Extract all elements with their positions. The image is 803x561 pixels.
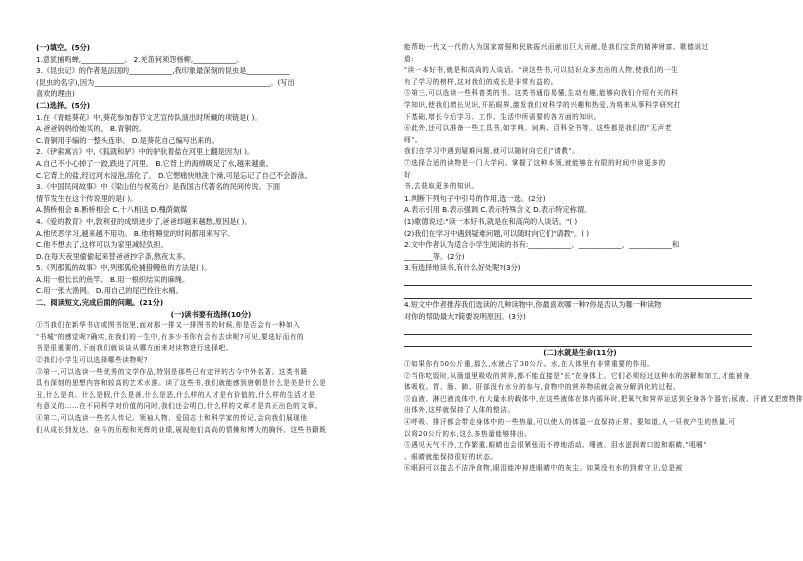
text-line: 下基础,增长今后学习、工作、生活中所需要的各方面的知识。 [404, 112, 601, 121]
text-line: "读一本好书,就是和高尚的人谈话。"读这些书,可以结识众多杰出的人物,使我们的一生 [404, 66, 679, 75]
text-line: 出体外,这样就保持了人体的整洁。 [404, 406, 515, 415]
answer-line [404, 274, 752, 287]
text-line: (二)水就是生命(11分) [543, 348, 617, 358]
right-column [404, 42, 803, 475]
text-line: ⑥此外,还可以准备一些工具书,如字典、词典、百科全书等。这些都是我们的"无声老 [404, 124, 672, 133]
text-line: A.爸爸妈妈给她买的。 B.青铜的。 [36, 124, 147, 134]
text-line: C.用一张大渔网。 D.用自己的尾巴拴住水桶。 [36, 286, 183, 296]
text-line: A.表示引用 B.表示强调 C.表示特殊含义 D.表示特定称谓。 [404, 205, 592, 215]
text-line: ⑤遇见天气不冷,工作繁重,眼睛也会很紧张而不停地活动。唾液、泪水滋润着口腔和眼睛,"咀嚼" [404, 441, 708, 450]
text-line: 丑,什么是真、什么是假,什么是善,什么是恶,什么样的人才是有价值的,什么样的生活才是 [36, 390, 316, 399]
text-line: 4.短文中作者推荐我们选读的几种读物中,你最喜欢哪一种?你是否认为哪一种读物 [404, 300, 662, 310]
text-line: 能帮助一代又一代的人为国家富强和民族振兴而献出巨大贡献,是我们宝贵的精神财富。歌德说过 [404, 43, 709, 51]
text-line: A.他厌恶学习,越来越不用功。 B.他将睡觉的时间都用来写字。 [36, 228, 235, 238]
text-line: ②我们小学生可以选择哪些读物呢? [36, 356, 149, 365]
text-line: 喜欢的理由) [36, 89, 75, 99]
text-line: 3.《中国民间故事》中《梁山伯与祝英台》是我国古代著名的民间传说。下面 [36, 182, 281, 192]
text-line: 3.有选择地读书,有什么好处呢?(3分) [404, 263, 521, 273]
text-line: 以将20公斤的水,这么多热量能够排出。 [404, 429, 532, 438]
text-line: A.自己不小心掉了一跤,跌进了河里。 B.它背上的海绵吸足了水,越来越重。 [36, 158, 273, 168]
text-line: 、眼睛就能保持很好的状态。 [404, 452, 498, 461]
text-line: 书是很重要的,下面我们就谈谈从哪方面来对读物进行选择吧。 [36, 344, 233, 353]
text-line: (二)选择。(5分) [36, 100, 91, 110]
answer-line [404, 335, 752, 348]
text-line: 师"。 [404, 135, 423, 144]
text-line: ③第一,可以选读一些优秀的文学作品,特别是那些已有定评的古今中外名著。这类书籍 [36, 367, 308, 376]
answer-line [404, 286, 752, 299]
text-line: 具有深刻的思想内容和较高的艺术水准。读了这些书,我们就能感到唐朝是什么是美是什么是 [36, 379, 327, 388]
text-line: A.用一根长长的鱼竿。 B.用一根织结实的麻绳。 [36, 274, 190, 284]
text-line: 道: [404, 54, 415, 63]
text-line: 1.意犹捕鸣蝉,____________。 2.羌笛何须怨杨柳,____________。 [36, 54, 244, 64]
text-line: (昆虫的名字),因为_________________________________________________。(写出 [36, 77, 295, 87]
text-line: ④第二,可以选读一些名人传记。领袖人物、爱国志士和科学家的传记,会向我们展现他 [36, 414, 308, 422]
text-line: C.它背上的盐,经过河水浸泡,溶化了。 D.它想痛快地洗个澡,可是忘记了自己不会游泳。 [36, 170, 312, 180]
text-line: 1.判断下列句子中引号的作用,选一选。(2分) [404, 193, 546, 203]
text-line: 情节发生在这个传说里的是( )。 [36, 193, 138, 203]
text-line: C.青铜用手编的一整头连串。 D.是葵花自己编写出来的。 [36, 135, 219, 145]
text-line: ②当你吃饭时,从肠道里吸收的营养,都不能直接是"长"在身体上。它们必须经过这种水的溶解和加工,才能被身 [404, 371, 751, 380]
text-line: C.他不想去了,这样可以为家里减轻负担。 [36, 240, 168, 250]
text-line: 3.《昆虫记》的作者是法国的____________,我印象最深刻的昆虫是____________ [36, 66, 290, 76]
text-line: ⑦选择合适的读物是一门大学问。掌握了这种本领,就能够在有限的时间中读更多的 [404, 158, 666, 167]
text-line: 我们在学习中遇到疑难问题,就可以随时向它们"请教"。 [404, 147, 580, 156]
text-line: (2)我们在学习中遇到疑难问题,可以随时向它们"请教"。( ) [404, 228, 590, 238]
text-line: ⑥眼洞可以接去不洁净食物,眼泪能冲掉进眼睛中的灰尘。如果没有水的到着守卫,总是被 [404, 464, 683, 473]
text-line: "书城"的感觉呢?确实,在我们的一生中,有多少书你有会有去读呢?可见,要选好而有的 [36, 332, 305, 341]
text-line: 二、阅读短文,完成后面的问题。(21分) [36, 298, 164, 308]
text-line: (1)歌德说过:"读一本好书,就是在和高尚的人谈话。"( ) [404, 216, 578, 226]
answer-line [404, 322, 752, 335]
text-line: ________等。(2分) [404, 251, 465, 261]
text-line: 5.《列那狐的故事》中,列那狐伦捕猎鳗鱼的方法是( )。 [36, 263, 212, 273]
text-line: 体吸收。胃、肠、肺、肝部没有水分的参与,食物中的营养物质就会被分解消化的过程。 [404, 383, 681, 392]
text-line: 2.文中作者认为适合小学生阅读的书有:____________、____________、____________和 [404, 240, 680, 250]
text-line: ①当我们在新华书店或图书馆里,面对那一排又一排图书的时候,你是否会有一种如入 [36, 321, 301, 330]
text-line: 学知识,使我们增长见识,开拓眼界,激发我们对科学的兴趣和热爱,为将来从事科学研究打 [404, 100, 681, 109]
text-line: 好 [404, 170, 412, 179]
text-line: 书,去获取更多的知识。 [404, 182, 479, 191]
text-line: 2.《伊索寓言》中,《狐就和驴》中的驴驮着盐在河里上翻是因为( )。 [36, 147, 255, 157]
text-line: (一)读书要有选择(10分) [170, 309, 252, 319]
text-line: 4.《爱的教育》中,敦利亚的成绩进步了,爸爸却越来越愁,原因是( )。 [36, 216, 252, 226]
text-line: ③血液、淋巴液流体中,有大量水的载体中,在这些液体在体内循环时,把氧气和营养运送到全身各个器官;尿液、汗液又把废物排 [404, 394, 803, 403]
text-line: 对你的帮助最大?简要说明原因。(3分) [404, 311, 526, 321]
text-line: 们从成长到发达、奋斗的历程和光辉的业绩,展现他们高尚的情操和博大的胸怀。这些书籍既 [36, 425, 327, 434]
text-line: 有意义的……在不同科学对价值的同时,我们还会明白,什么样的文章才是真正出色的文章。 [36, 402, 322, 411]
left-column [36, 42, 386, 436]
text-line: ④呼吸、排汗都会带走身体中的一些热量,可以使人的体温一直保持正常。要知道,人一昼夜产生的热量,可 [404, 418, 736, 426]
text-line: ⑤第三,可以选读一些科普类的书。这类书通俗易懂,生动有趣,能够向我们介绍有关的科 [404, 89, 679, 98]
text-line: ①如果你有50公斤重,那么,水就占了30公斤。水,在人体里有非常重要的作用。 [404, 360, 655, 369]
text-line: A.鹊桥相会 B.断桥相会 C.十八相送 D.槐荫做媒 [36, 205, 188, 215]
text-line: D.在每天夜里偷偷起来替爸爸抄字条,熬夜太多。 [36, 251, 190, 261]
text-line: 有了学习的榜样,这对我们的成长是非常有益的。 [404, 77, 558, 86]
text-line: 1.在《青蛙葵花》中,葵花参加春节文艺宣传队演出时所戴的项链是( )。 [36, 112, 262, 122]
text-line: (一)填空。(5分) [36, 43, 91, 52]
